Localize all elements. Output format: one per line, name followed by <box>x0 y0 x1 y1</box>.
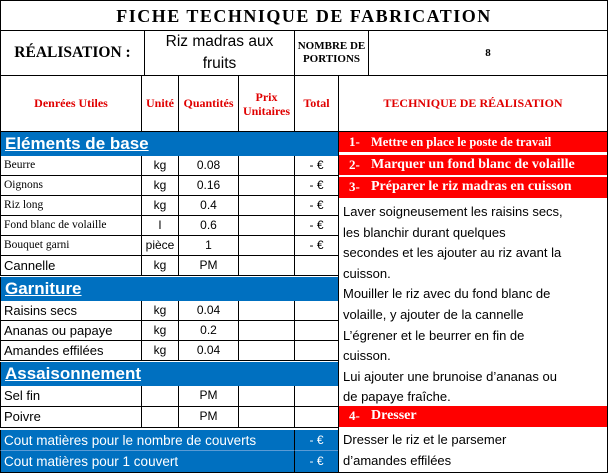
step-4-instructions <box>339 429 607 472</box>
ingredient-name-cell: Poivre <box>0 407 141 428</box>
step-4 <box>339 406 607 427</box>
step-4-lines <box>343 430 603 471</box>
ingredient-unit-cell[interactable] <box>141 407 178 428</box>
ingredient-qty-cell[interactable]: PM <box>178 386 238 407</box>
col-unite: Unité <box>141 76 178 132</box>
ingredient-unit-cell[interactable]: kg <box>141 196 178 216</box>
ingredient-total-cell[interactable]: - € <box>294 236 338 256</box>
ingredient-name-cell: Cannelle <box>0 256 141 276</box>
instruction-line: L’égrener et le beurrer en fin de <box>343 327 525 343</box>
ingredient-unit-cell[interactable] <box>141 386 178 407</box>
ingredient-unit-cell[interactable]: kg <box>141 176 178 196</box>
ingredient-total-cell[interactable] <box>294 386 338 407</box>
ingredient-price-cell[interactable] <box>238 407 294 428</box>
step-3-label: Préparer le riz madras en cuisson <box>371 179 572 194</box>
col-total: Total <box>294 76 338 132</box>
ingredient-price-cell[interactable] <box>238 256 294 276</box>
ingredient-unit-cell[interactable]: pièce <box>141 236 178 256</box>
step-4-num: 4- <box>349 408 360 423</box>
step-2-label: Marquer un fond blanc de volaille <box>371 157 575 172</box>
ingredient-qty-cell[interactable]: 0.04 <box>178 341 238 361</box>
ingredient-unit-cell[interactable]: l <box>141 216 178 236</box>
instruction-line: cuisson. <box>343 265 391 281</box>
instruction-line: cuisson. <box>343 348 391 364</box>
ingredient-qty-cell[interactable]: 0.4 <box>178 196 238 216</box>
ingredient-qty-cell[interactable]: 0.16 <box>178 176 238 196</box>
ingredient-total-cell[interactable]: - € <box>294 176 338 196</box>
ingredient-name-cell: Amandes effilées <box>0 341 141 361</box>
ingredient-total-cell[interactable]: - € <box>294 156 338 176</box>
sheet-title: FICHE TECHNIQUE DE FABRICATION <box>0 0 608 30</box>
ingredient-unit-cell[interactable]: kg <box>141 256 178 276</box>
col-prix: Prix Unitaires <box>238 76 294 132</box>
instruction-line: Mouiller le riz avec du fond blanc de <box>343 286 551 302</box>
section-base-title: Eléments de base <box>0 132 338 156</box>
step-3-instructions <box>339 201 607 405</box>
ingredient-qty-cell[interactable]: PM <box>178 407 238 428</box>
ingredient-qty-cell[interactable]: 1 <box>178 236 238 256</box>
ingredient-name-cell: Sel fin <box>0 386 141 407</box>
ingredient-total-cell[interactable] <box>294 256 338 276</box>
ingredient-price-cell[interactable] <box>238 386 294 407</box>
ingredient-unit-cell[interactable]: kg <box>141 301 178 321</box>
col-technique: TECHNIQUE DE RÉALISATION <box>338 76 608 132</box>
ingredient-price-cell[interactable] <box>238 321 294 341</box>
ingredient-name-cell: Beurre <box>0 156 141 176</box>
ingredient-qty-cell[interactable]: PM <box>178 256 238 276</box>
dish-name[interactable]: Riz madras aux fruits <box>144 30 294 76</box>
ingredient-price-cell[interactable] <box>238 156 294 176</box>
ingredient-unit-cell[interactable]: kg <box>141 321 178 341</box>
step-3 <box>339 177 607 198</box>
col-denrees: Denrées Utiles <box>0 76 141 132</box>
ingredient-total-cell[interactable] <box>294 407 338 428</box>
cout-couverts-label: Cout matières pour le nombre de couverts <box>0 430 294 451</box>
ingredient-price-cell[interactable] <box>238 216 294 236</box>
instruction-line: de papaye fraîche. <box>343 389 451 405</box>
instruction-line: Lui ajouter une brunoise d’ananas ou <box>343 368 557 384</box>
ingredient-name-cell: Bouquet garni <box>0 236 141 256</box>
ingredient-qty-cell[interactable]: 0.04 <box>178 301 238 321</box>
step-3-num: 3- <box>349 179 360 194</box>
ingredient-qty-cell[interactable]: 0.2 <box>178 321 238 341</box>
step-2 <box>339 155 607 176</box>
step-1-num: 1- <box>349 134 360 149</box>
instruction-line: Dresser le riz et le parsemer <box>343 432 507 447</box>
cout-un-label: Cout matières pour 1 couvert <box>0 451 294 473</box>
ingredient-price-cell[interactable] <box>238 341 294 361</box>
ingredient-total-cell[interactable]: - € <box>294 196 338 216</box>
ingredient-total-cell[interactable] <box>294 341 338 361</box>
instruction-line: volaille, y ajouter de la cannelle <box>343 306 524 322</box>
ingredient-price-cell[interactable] <box>238 176 294 196</box>
ingredient-price-cell[interactable] <box>238 196 294 216</box>
instruction-line: les blanchir durant quelques <box>343 224 506 240</box>
instruction-line: secondes et les ajouter au riz avant la <box>343 245 562 261</box>
step-4-label: Dresser <box>371 408 417 423</box>
ingredient-unit-cell[interactable]: kg <box>141 341 178 361</box>
cout-couverts-value: - € <box>294 430 338 451</box>
ingredient-unit-cell[interactable]: kg <box>141 156 178 176</box>
instruction-line: d’amandes effilées <box>343 452 452 468</box>
ingredient-name-cell: Ananas ou papaye <box>0 321 141 341</box>
instruction-line: Laver soigneusement les raisins secs, <box>343 204 563 219</box>
ingredient-total-cell[interactable] <box>294 301 338 321</box>
section-assaisonnement-title: Assaisonnement <box>0 362 338 386</box>
section-garniture-title: Garniture <box>0 277 338 301</box>
ingredient-qty-cell[interactable]: 0.6 <box>178 216 238 236</box>
ingredient-name-cell: Oignons <box>0 176 141 196</box>
ingredient-price-cell[interactable] <box>238 236 294 256</box>
step-3-lines <box>343 202 603 408</box>
ingredient-total-cell[interactable]: - € <box>294 216 338 236</box>
step-1-label: Mettre en place le poste de travail <box>371 135 552 149</box>
step-2-num: 2- <box>349 157 360 172</box>
ingredient-name-cell: Riz long <box>0 196 141 216</box>
portions-value[interactable]: 8 <box>368 30 608 76</box>
ingredient-price-cell[interactable] <box>238 301 294 321</box>
cout-un-value: - € <box>294 451 338 473</box>
ingredient-name-cell: Raisins secs <box>0 301 141 321</box>
ingredient-name-cell: Fond blanc de volaille <box>0 216 141 236</box>
ingredient-total-cell[interactable] <box>294 321 338 341</box>
portions-label: NOMBRE DE PORTIONS <box>294 30 368 76</box>
col-quantites: Quantités <box>178 76 238 132</box>
step-1 <box>339 132 607 153</box>
ingredient-qty-cell[interactable]: 0.08 <box>178 156 238 176</box>
realisation-label: RÉALISATION : <box>0 30 144 76</box>
